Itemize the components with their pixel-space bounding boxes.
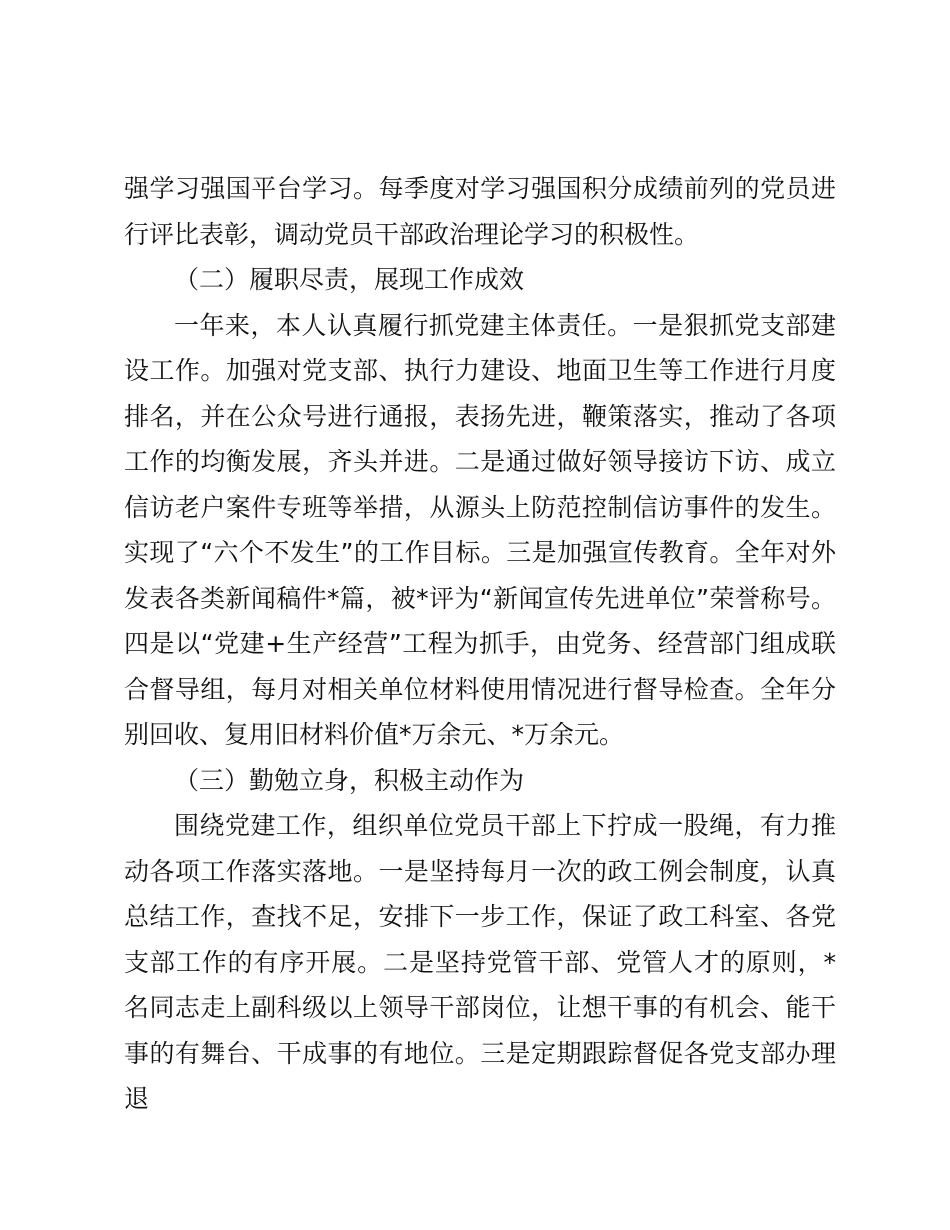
body-paragraph-duties: 一年来，本人认真履行抓党建主体责任。一是狠抓党支部建设工作。加强对党支部、执行力建设、地面卫生等工作进行月度排名，并在公众号进行通报，表扬先进，鞭策落实，推动了各项工作的均衡发展，齐头并进。二是通过做好领导接访下访、成立信访老户案件专班等举措，从源头上防范控制信访事件的发生。实现了“六个不发生”的工作目标。三是加强宣传教育。全年对外发表各类新闻稿件*篇，被*评为“新闻宣传先进单位”荣誉称号。四是以“党建+生产经营”工程为抓手，由党务、经营部门组成联合督导组，每月对相关单位材料使用情况进行督导检查。全年分别回收、复用旧材料价值*万余元、*万余元。 [124, 310, 836, 749]
document-body [124, 166, 836, 1122]
section-heading-2: （二）履职尽责，展现工作成效 [174, 265, 525, 294]
body-paragraph-continued: 强学习强国平台学习。每季度对学习强国积分成绩前列的党员进行评比表彰，调动党员干部政治理论学习的积极性。 [124, 174, 836, 249]
section-heading-3: （三）勤勉立身，积极主动作为 [174, 765, 525, 795]
body-paragraph-diligence: 围绕党建工作，组织单位党员干部上下拧成一股绳，有力推动各项工作落实落地。一是坚持每月一次的政工例会制度，认真总结工作，查找不足，安排下一步工作，保证了政工科室、各党支部工作的有序开展。二是坚持党管干部、党管人才的原则，*名同志走上副科级以上领导干部岗位，让想干事的有机会、能干事的有舞台、干成事的有地位。三是定期跟踪督促各党支部办理退 [124, 811, 836, 1113]
